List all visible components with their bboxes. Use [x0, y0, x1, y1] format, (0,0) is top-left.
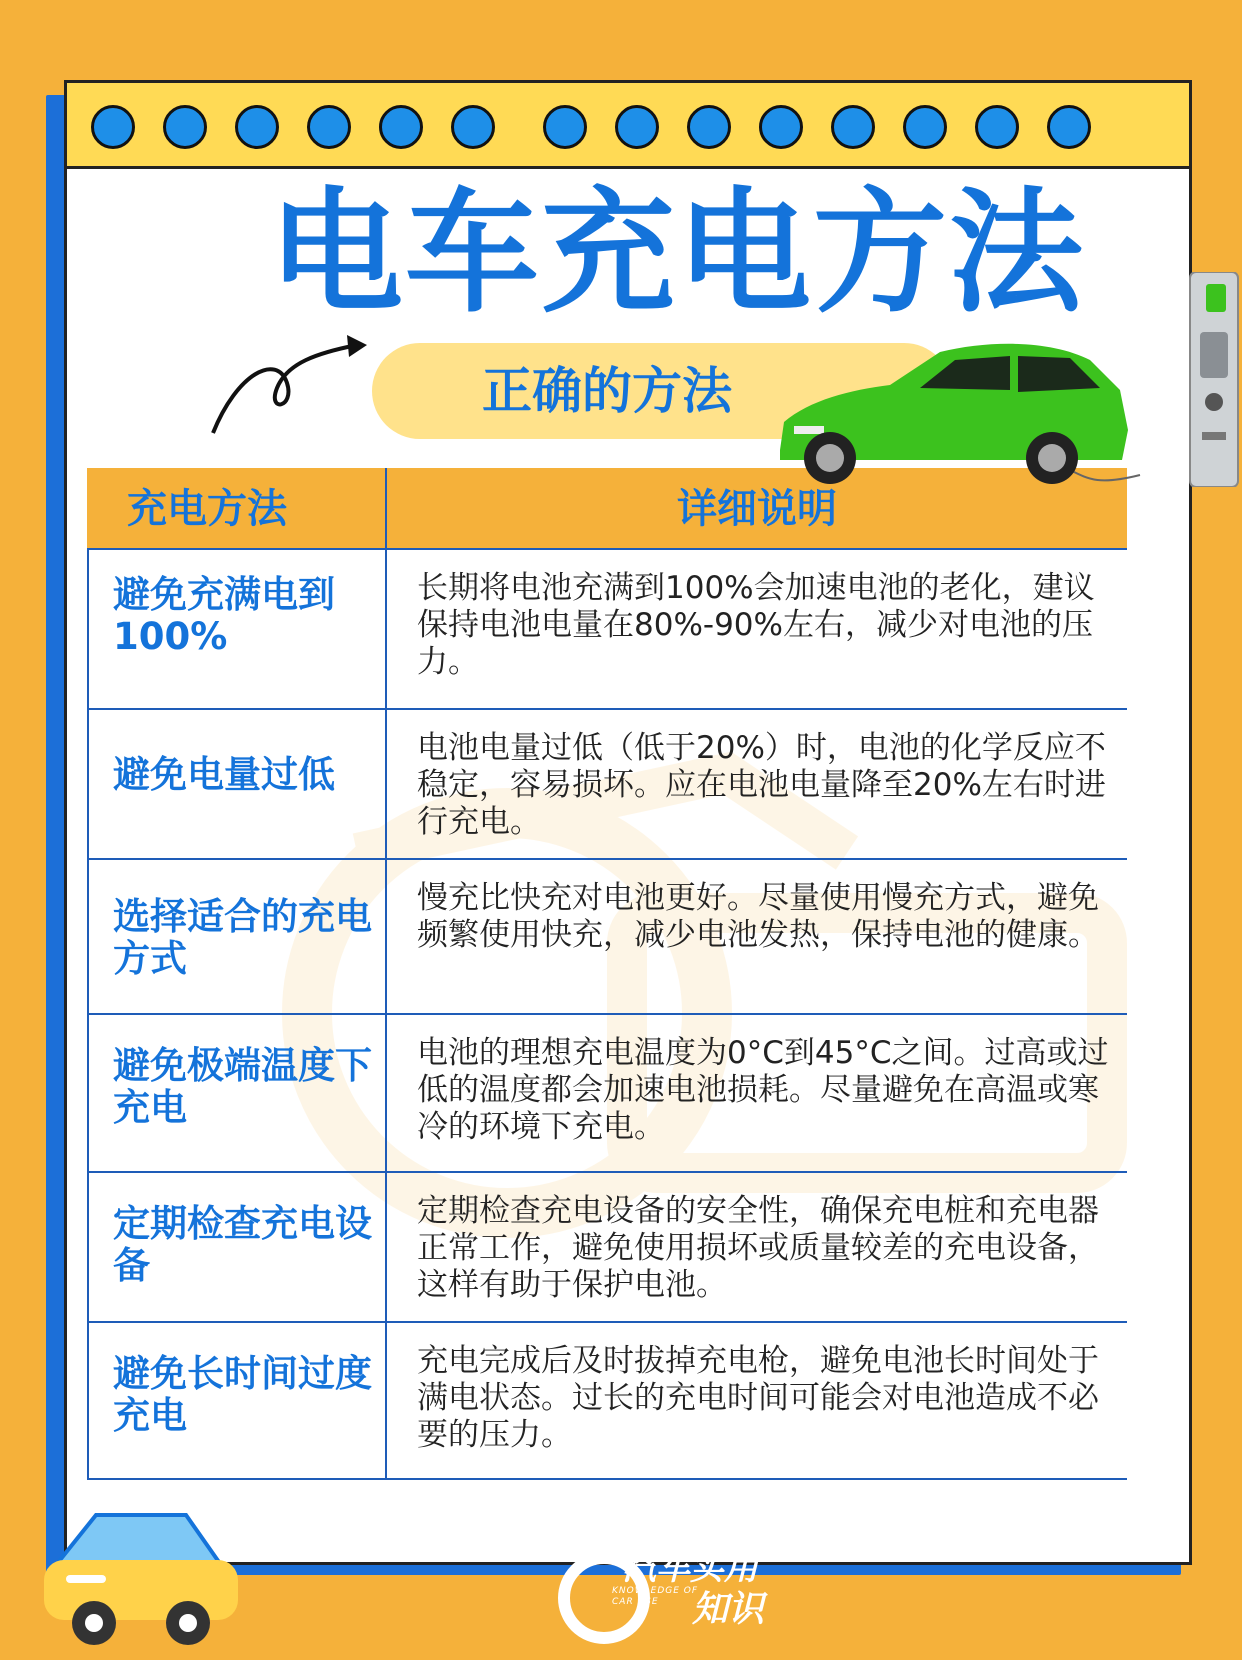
- brand-name-line1: 汽车实用: [622, 1548, 758, 1588]
- column-header-method: 充电方法: [87, 468, 387, 548]
- row-method: 选择适合的充电方式: [87, 860, 387, 1013]
- ring-hole: [163, 105, 207, 149]
- brand-tagline: KNOWLEDGE OF CAR USE: [612, 1586, 699, 1607]
- table-row: [87, 1323, 1127, 1480]
- green-car-icon: [770, 330, 1150, 490]
- ring-hole: [903, 105, 947, 149]
- ring-hole: [379, 105, 423, 149]
- row-method: 避免充满电到100%: [87, 550, 387, 708]
- row-detail: 电池电量过低（低于20%）时，电池的化学反应不稳定，容易损坏。应在电池电量降至20%左右时进行充电。: [417, 730, 1106, 840]
- ring-hole: [615, 105, 659, 149]
- row-detail: 长期将电池充满到100%会加速电池的老化，建议保持电池电量在80%-90%左右，减少对电池的压力。: [417, 570, 1095, 680]
- row-method: 避免长时间过度充电: [87, 1323, 387, 1478]
- subtitle: 正确的方法: [482, 362, 732, 420]
- charging-table: [87, 468, 1127, 1480]
- table-row: [87, 710, 1127, 860]
- row-detail: 充电完成后及时拔掉充电枪，避免电池长时间处于满电状态。过长的充电时间可能会对电池造成不必要的压力。: [417, 1343, 1099, 1453]
- brand-logo: [552, 1540, 792, 1650]
- ring-hole: [307, 105, 351, 149]
- table-row: [87, 1173, 1127, 1323]
- row-method: 避免极端温度下充电: [87, 1015, 387, 1171]
- ring-hole: [235, 105, 279, 149]
- ring-binding-bar: [67, 83, 1189, 169]
- ring-hole: [1047, 105, 1091, 149]
- ring-hole: [91, 105, 135, 149]
- charging-station-icon: [1188, 272, 1240, 487]
- row-detail: 慢充比快充对电池更好。尽量使用慢充方式，避免频繁使用快充，减少电池发热，保持电池的健康。: [417, 880, 1099, 953]
- table-row: [87, 1015, 1127, 1173]
- row-detail: 电池的理想充电温度为0°C到45°C之间。过高或过低的温度都会加速电池损耗。尽量避免在高温或寒冷的环境下充电。: [417, 1035, 1109, 1145]
- ring-hole: [543, 105, 587, 149]
- brand-name-line2: 知识: [692, 1589, 765, 1630]
- yellow-car-icon: [36, 1505, 246, 1655]
- ring-hole: [759, 105, 803, 149]
- notebook-card: [64, 80, 1192, 1565]
- row-method: 定期检查充电设备: [87, 1173, 387, 1321]
- ring-hole: [831, 105, 875, 149]
- column-header-detail: 详细说明: [677, 486, 837, 532]
- table-row: [87, 860, 1127, 1015]
- ring-hole: [687, 105, 731, 149]
- row-detail: 定期检查充电设备的安全性，确保充电桩和充电器正常工作，避免使用损坏或质量较差的充电设备，这样有助于保护电池。: [417, 1193, 1099, 1303]
- row-method: 避免电量过低: [87, 710, 387, 858]
- page-title: 电车充电方法: [268, 175, 1085, 331]
- curved-arrow-icon: [207, 333, 377, 443]
- table-row: [87, 550, 1127, 710]
- ring-hole: [451, 105, 495, 149]
- ring-hole: [975, 105, 1019, 149]
